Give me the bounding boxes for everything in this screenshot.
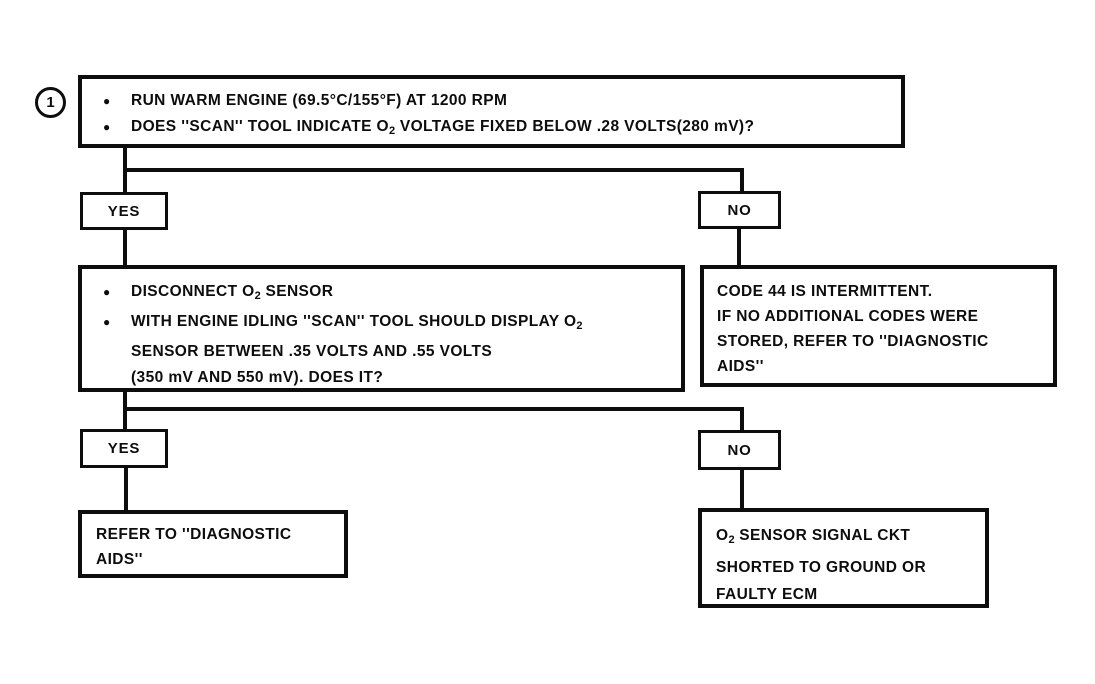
check-bullet-2-line-2: SENSOR BETWEEN .35 VOLTS AND .55 VOLTS [131,343,493,360]
fault-line-2: SHORTED TO GROUND OR [716,559,927,576]
connector-no1-to-intermittent [737,229,741,265]
connector-check-to-yes2 [123,392,127,430]
bullet-icon: ● [103,285,111,299]
o2-subscript: 2 [576,320,583,332]
start-bullet-2-text [131,114,901,144]
start-bullet-2-post: VOLTAGE FIXED BELOW .28 VOLTS(280 mV)? [395,118,755,135]
check-bullet-2 [82,309,681,391]
fault-line-3: FAULTY ECM [716,586,818,603]
check-box [78,265,685,392]
diagnostic-aids-box [78,510,348,578]
yes-label-2: YES [107,440,141,457]
bullet-icon: ● [103,94,111,108]
yes-box-2 [80,429,168,468]
connector-no2-to-fault [740,470,744,508]
check-bullet-2-line-3: (350 mV AND 550 mV). DOES IT? [131,369,384,386]
yes-box-1 [80,192,168,230]
aids-line-1: REFER TO ''DIAGNOSTIC [96,526,292,543]
check-bullet-2-line-1 [131,309,681,339]
aids-line-2: AIDS'' [96,551,143,568]
start-bullet-2 [82,114,901,144]
no-box-2 [698,430,781,470]
no-label-1: NO [727,201,752,219]
fault-box [698,508,989,608]
yes-label-1: YES [107,202,141,220]
check-bullet-1-post: SENSOR [260,283,334,300]
start-bullet-1-text: RUN WARM ENGINE (69.5°C/155°F) AT 1200 RPM [131,92,508,109]
check-bullet-2-text [131,309,681,391]
step-number-badge [35,87,66,118]
connector-yes1-to-check [123,230,127,265]
fault-line-1 [716,522,975,554]
start-bullet-2-pre: DOES ''SCAN'' TOOL INDICATE O [131,118,390,135]
check-bullet-1-pre: DISCONNECT O [131,283,255,300]
fault-line-1-pre: O [716,527,729,544]
start-bullet-1 [82,88,901,114]
fault-line-1-post: SENSOR SIGNAL CKT [734,527,911,544]
intermittent-line-2: IF NO ADDITIONAL CODES WERE [717,308,979,325]
connector-yes2-to-aids [124,468,128,510]
no-label-2: NO [727,441,752,459]
connector-branch1-to-no1 [740,168,744,192]
check-bullet-1-text [131,279,681,309]
bullet-icon: ● [103,120,111,134]
no-box-1 [698,191,781,229]
o2-subscript: 2 [389,125,396,137]
intermittent-line-4: AIDS'' [717,358,764,375]
o2-subscript: 2 [728,534,735,546]
o2-subscript: 2 [254,290,261,302]
bullet-icon: ● [103,315,111,329]
connector-branch2-horizontal [123,407,744,411]
check-bullet-2-line-1-pre: WITH ENGINE IDLING ''SCAN'' TOOL SHOULD DISPLAY O [131,313,577,330]
intermittent-line-3: STORED, REFER TO ''DIAGNOSTIC [717,333,989,350]
intermittent-box [700,265,1057,387]
check-bullet-1 [82,279,681,309]
connector-branch1-horizontal [123,168,744,172]
intermittent-line-1: CODE 44 IS INTERMITTENT. [717,283,933,300]
step-number: 1 [46,94,55,111]
start-box [78,75,905,148]
connector-branch2-to-no2 [740,407,744,430]
